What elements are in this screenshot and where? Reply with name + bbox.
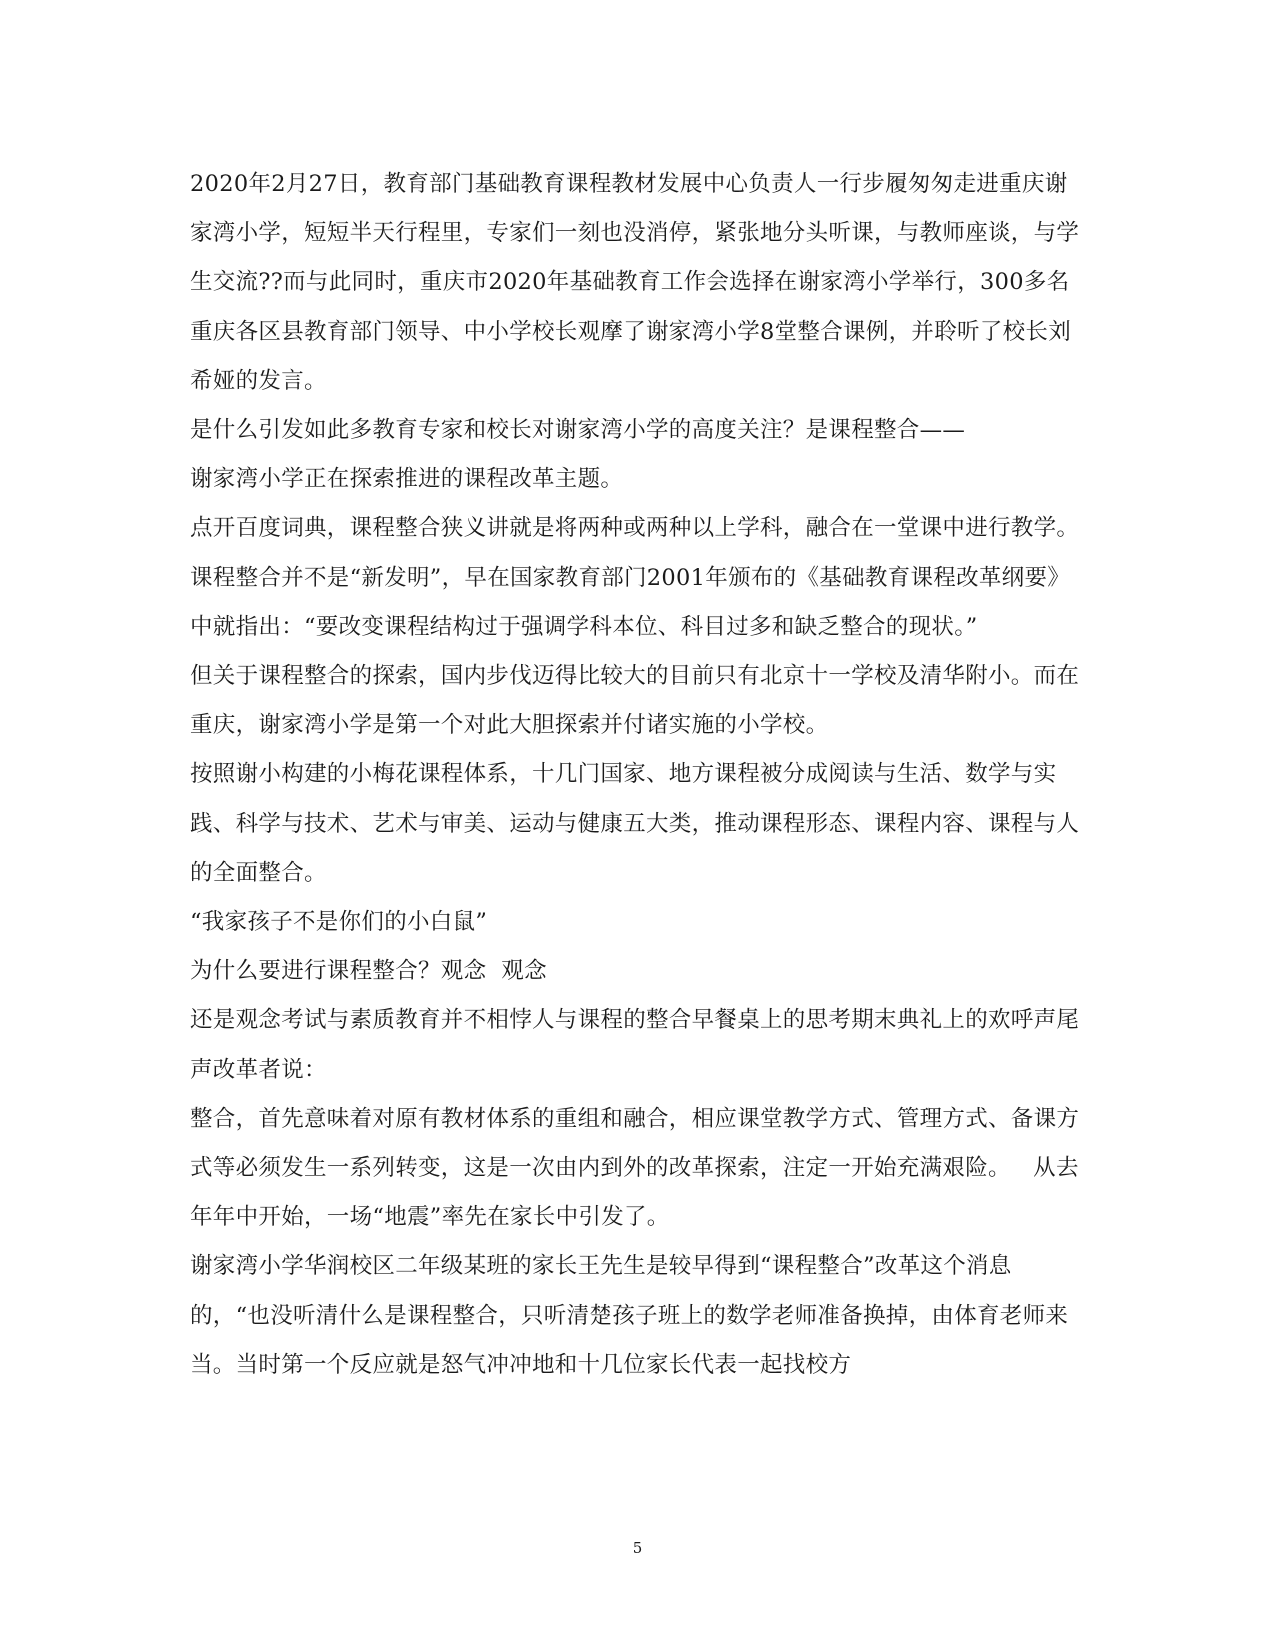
paragraph-curriculum-system: 按照谢小构建的小梅花课程体系，十几门国家、地方课程被分成阅读与生活、数学与实践、科学与技术、艺术与审美、运动与健康五大类，推动课程形态、课程内容、课程与人的全面整合。: [190, 761, 1080, 886]
paragraph-visit: 2020年2月27日，教育部门基础教育课程教材发展中心负责人一行步履匆匆走进重庆谢家湾小学，短短半天行程里，专家们一刻也没消停，紧张地分头听课，与教师座谈，与学生交流??而与此同时，重庆市2020年基础教育工作会选择在谢家湾小学举行，300多名重庆各区县教育部门领导、中小学校长观摩了谢家湾小学8堂整合课例，并聆听了校长刘希娅的发言。: [190, 171, 1080, 394]
paragraph-definition: 点开百度词典，课程整合狭义讲就是将两种或两种以上学科，融合在一堂课中进行教学。: [190, 515, 1080, 542]
document-body: [190, 160, 1080, 1390]
section-heading-guinea-pig: “我家孩子不是你们的小白鼠”: [190, 909, 488, 936]
paragraph-parent-story: 谢家湾小学华润校区二年级某班的家长王先生是较早得到“课程整合”改革这个消息的，“也没听清什么是课程整合，只听清楚孩子班上的数学老师准备换掉，由体育老师来当。当时第一个反应就是怒气冲冲地和十几位家长代表一起找校方: [190, 1253, 1069, 1378]
paragraph-exploration: 但关于课程整合的探索，国内步伐迈得比较大的目前只有北京十一学校及清华附小。而在重庆，谢家湾小学是第一个对此大胆探索并付诸实施的小学校。: [190, 663, 1080, 739]
paragraph-why-integrate: 为什么要进行课程整合？观念 观念: [190, 958, 547, 985]
page-number: 5: [632, 1539, 643, 1557]
paragraph-outline: 还是观念考试与素质教育并不相悖人与课程的整合早餐桌上的思考期末典礼上的欢呼声尾声改革者说：: [190, 1007, 1080, 1083]
paragraph-integration-meaning: 整合，首先意味着对原有教材体系的重组和融合，相应课堂教学方式、管理方式、备课方式等必须发生一系列转变，这是一次由内到外的改革探索，注定一开始充满艰险。 从去年年中开始，一场“地震”率先在家长中引发了。: [190, 1105, 1080, 1231]
paragraph-question: 是什么引发如此多教育专家和校长对谢家湾小学的高度关注？是课程整合—— 谢家湾小学正在探索推进的课程改革主题。: [190, 417, 966, 493]
paragraph-not-new: 课程整合并不是“新发明”，早在国家教育部门2001年颁布的《基础教育课程改革纲要》中就指出：“要改变课程结构过于强调学科本位、科目过多和缺乏整合的现状。”: [190, 564, 1071, 640]
